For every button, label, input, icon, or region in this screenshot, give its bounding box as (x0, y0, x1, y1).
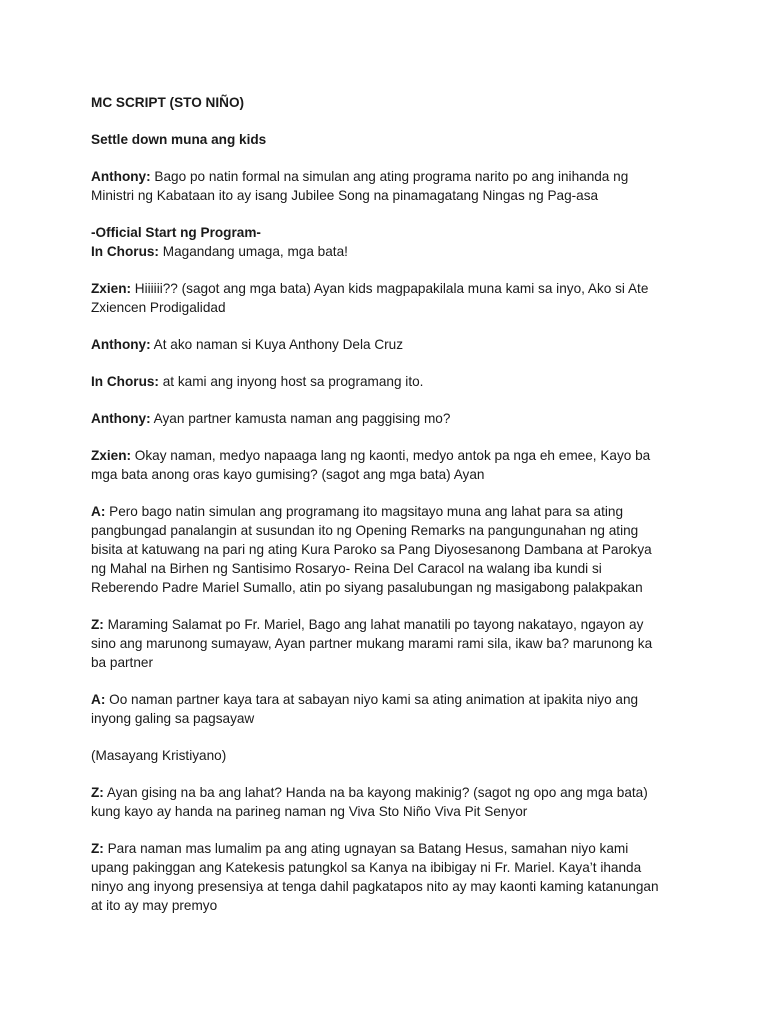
dialogue-line: Zxiencen Prodigalidad (91, 300, 226, 315)
dialogue-line: at ito ay may premyo (91, 898, 218, 913)
script-paragraph (91, 372, 681, 391)
dialogue-line: sino ang marunong sumayaw, Ayan partner mukang marami rami sila, ikaw ba? marunong ka (91, 636, 653, 651)
speaker-label: Anthony: (91, 337, 151, 352)
dialogue-line: Bago po natin formal na simulan ang ating programa narito po ang inihanda ng (150, 169, 629, 184)
script-paragraph (91, 690, 681, 728)
dialogue-line: ninyo ang inyong presensiya at tenga dahil pagkatapos nito ay may kaonti kaming katanungan (91, 879, 659, 894)
dialogue-line: kung kayo ay handa na parineg naman ng Viva Sto Niño Viva Pit Senyor (91, 804, 528, 819)
speaker-label: Z: (91, 617, 104, 632)
dialogue-line: Oo naman partner kaya tara at sabayan niyo kami sa ating animation at ipakita niyo ang (105, 692, 639, 707)
dialogue-line: Ministri ng Kabataan ito ay isang Jubilee Song na pinamagatang Ningas ng Pag-asa (91, 188, 599, 203)
script-paragraph (91, 615, 681, 672)
dialogue-line: bisita at katuwang na pari ng ating Kura Paroko sa Pang Diyosesanong Dambana at Parokya (91, 542, 652, 557)
dialogue-line: inyong galing sa pagsayaw (91, 711, 255, 726)
script-paragraph (91, 409, 681, 428)
document-subtitle: Settle down muna ang kids (91, 132, 267, 147)
dialogue-line: ba partner (91, 655, 153, 670)
dialogue-line: mga bata anong oras kayo gumising? (sagot ang mga bata) Ayan (91, 467, 485, 482)
dialogue-line: ng Mahal na Birhen ng Santisimo Rosaryo- Reina Del Caracol na walang iba kundi si (91, 561, 602, 576)
speaker-label: Anthony: (91, 411, 151, 426)
speaker-label: A: (91, 504, 106, 519)
dialogue-line: Maraming Salamat po Fr. Mariel, Bago ang lahat manatili po tayong nakatayo, ngayon ay (103, 617, 644, 632)
speaker-label: Z: (91, 785, 104, 800)
dialogue-line: pangbungad panalangin at susundan ito ng Opening Remarks na pangungunahan ng ating (91, 523, 639, 538)
speaker-label: Z: (91, 841, 104, 856)
script-paragraph (91, 839, 681, 915)
dialogue-line: Pero bago natin simulan ang programang ito magsitayo muna ang lahat para sa ating (105, 504, 624, 519)
script-paragraph (91, 242, 681, 261)
speaker-label: Anthony: (91, 169, 151, 184)
document-page (91, 93, 681, 933)
speaker-label: In Chorus: (91, 244, 159, 259)
dialogue-line: Reberendo Padre Mariel Sumallo, atin po siyang pasalubungan ng masigabong palakpakan (91, 580, 643, 595)
script-paragraph (91, 502, 681, 597)
dialogue-line: Ayan gising na ba ang lahat? Handa na ba kayong makinig? (sagot ng opo ang mga bata) (103, 785, 648, 800)
dialogue-line: Hiiiiii?? (sagot ang mga bata) Ayan kids magpapakilala muna kami sa inyo, Ako si Ate (131, 281, 649, 296)
dialogue-line: Okay naman, medyo napaaga lang ng kaonti, medyo antok pa nga eh emee, Kayo ba (131, 448, 651, 463)
script-paragraph (91, 783, 681, 821)
script-paragraph (91, 446, 681, 484)
dialogue-line: At ako naman si Kuya Anthony Dela Cruz (150, 337, 404, 352)
speaker-label: Zxien: (91, 448, 132, 463)
dialogue-line: Para naman mas lumalim pa ang ating ugnayan sa Batang Hesus, samahan niyo kami (103, 841, 629, 856)
stage-direction (91, 746, 681, 765)
dialogue-line: Ayan partner kamusta naman ang paggising mo? (150, 411, 451, 426)
dialogue-line: (Masayang Kristiyano) (91, 748, 227, 763)
speaker-label: A: (91, 692, 106, 707)
speaker-label: Zxien: (91, 281, 132, 296)
script-paragraph (91, 335, 681, 354)
dialogue-line: upang pakinggan ang Katekesis patungkol sa Kanya na ibibigay ni Fr. Mariel. Kaya’t ihanda (91, 860, 642, 875)
document-title: MC SCRIPT (STO NIÑO) (91, 95, 245, 110)
dialogue-line: at kami ang inyong host sa programang ito. (158, 374, 424, 389)
script-paragraph (91, 167, 681, 205)
script-paragraph (91, 279, 681, 317)
speaker-label: In Chorus: (91, 374, 159, 389)
dialogue-line: Magandang umaga, mga bata! (158, 244, 348, 259)
section-heading: -Official Start ng Program- (91, 225, 261, 240)
